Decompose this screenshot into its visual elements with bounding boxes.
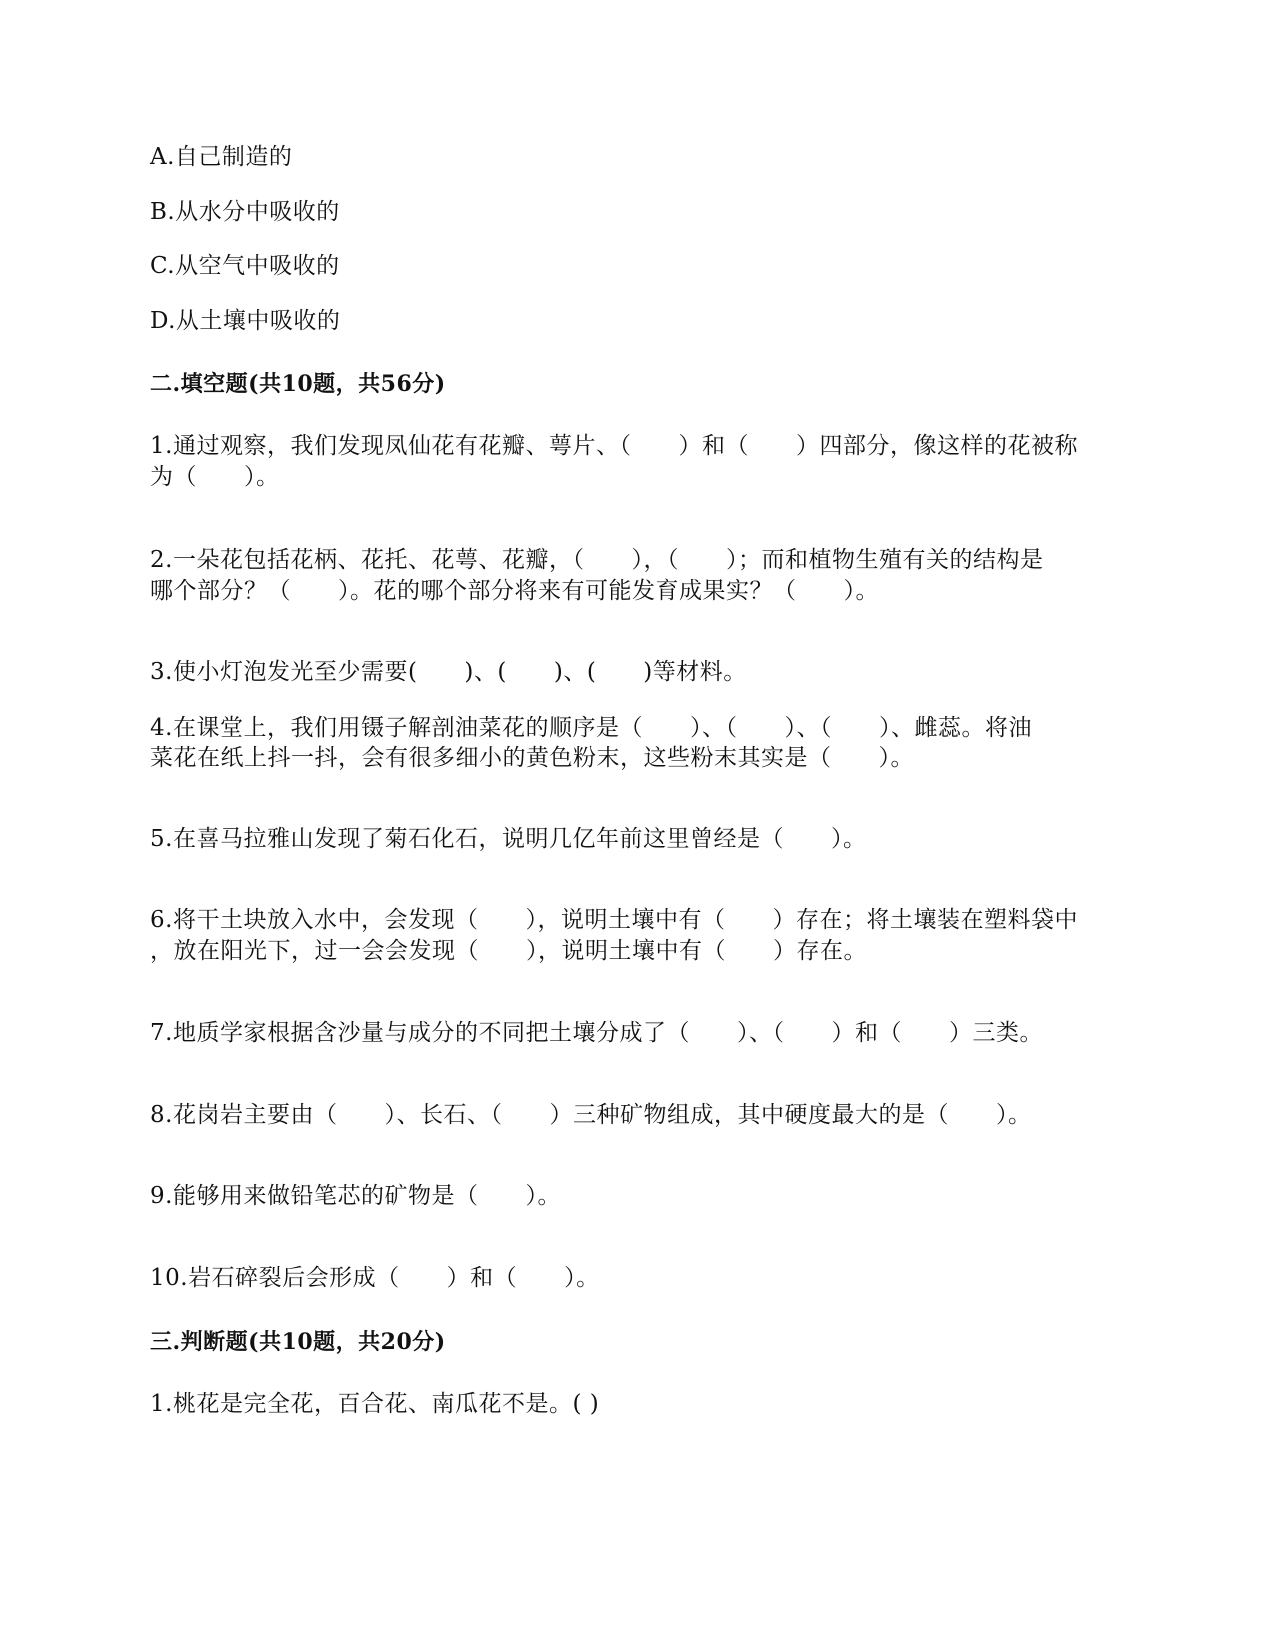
option-d: D.从土壤中吸收的 [150,308,341,334]
section-heading-fill-blank: 二.填空题(共10题，共56分) [150,371,446,397]
question-line: 菜花在纸上抖一抖，会有很多细小的黄色粉末，这些粉末其实是（ ）。 [150,745,914,771]
question-line: 9.能够用来做铅笔芯的矿物是（ ）。 [150,1183,561,1209]
option-b: B.从水分中吸收的 [150,199,340,225]
question-line: 10.岩石碎裂后会形成（ ）和（ ）。 [150,1265,600,1291]
option-c: C.从空气中吸收的 [150,253,340,279]
question-line: 3.使小灯泡发光至少需要( )、( )、( )等材料。 [150,659,747,685]
question-line: 7.地质学家根据含沙量与成分的不同把土壤分成了（ ）、（ ）和（ ）三类。 [150,1020,1043,1046]
question-line: ，放在阳光下，过一会会发现（ ），说明土壤中有（ ）存在。 [150,938,867,964]
question-line: 2.一朵花包括花柄、花托、花萼、花瓣，（ ），（ ）；而和植物生殖有关的结构是 [150,547,1044,573]
question-line: 5.在喜马拉雅山发现了菊石化石，说明几亿年前这里曾经是（ ）。 [150,826,867,852]
question-line: 1.桃花是完全花，百合花、南瓜花不是。( ) [150,1391,600,1417]
section-heading-true-false: 三.判断题(共10题，共20分) [150,1329,446,1355]
option-a: A.自己制造的 [150,144,293,170]
question-line: 8.花岗岩主要由（ ）、长石、（ ）三种矿物组成，其中硬度最大的是（ ）。 [150,1102,1032,1128]
question-line: 4.在课堂上，我们用镊子解剖油菜花的顺序是（ ）、（ ）、（ ）、雌蕊。将油 [150,715,1032,741]
question-line: 哪个部分？（ ）。花的哪个部分将来有可能发育成果实？（ ）。 [150,578,879,604]
question-line: 1.通过观察，我们发现凤仙花有花瓣、萼片、（ ）和（ ）四部分，像这样的花被称 [150,433,1078,459]
question-line: 为（ ）。 [150,464,280,490]
question-line: 6.将干土块放入水中，会发现（ ），说明土壤中有（ ）存在；将土壤装在塑料袋中 [150,907,1078,933]
